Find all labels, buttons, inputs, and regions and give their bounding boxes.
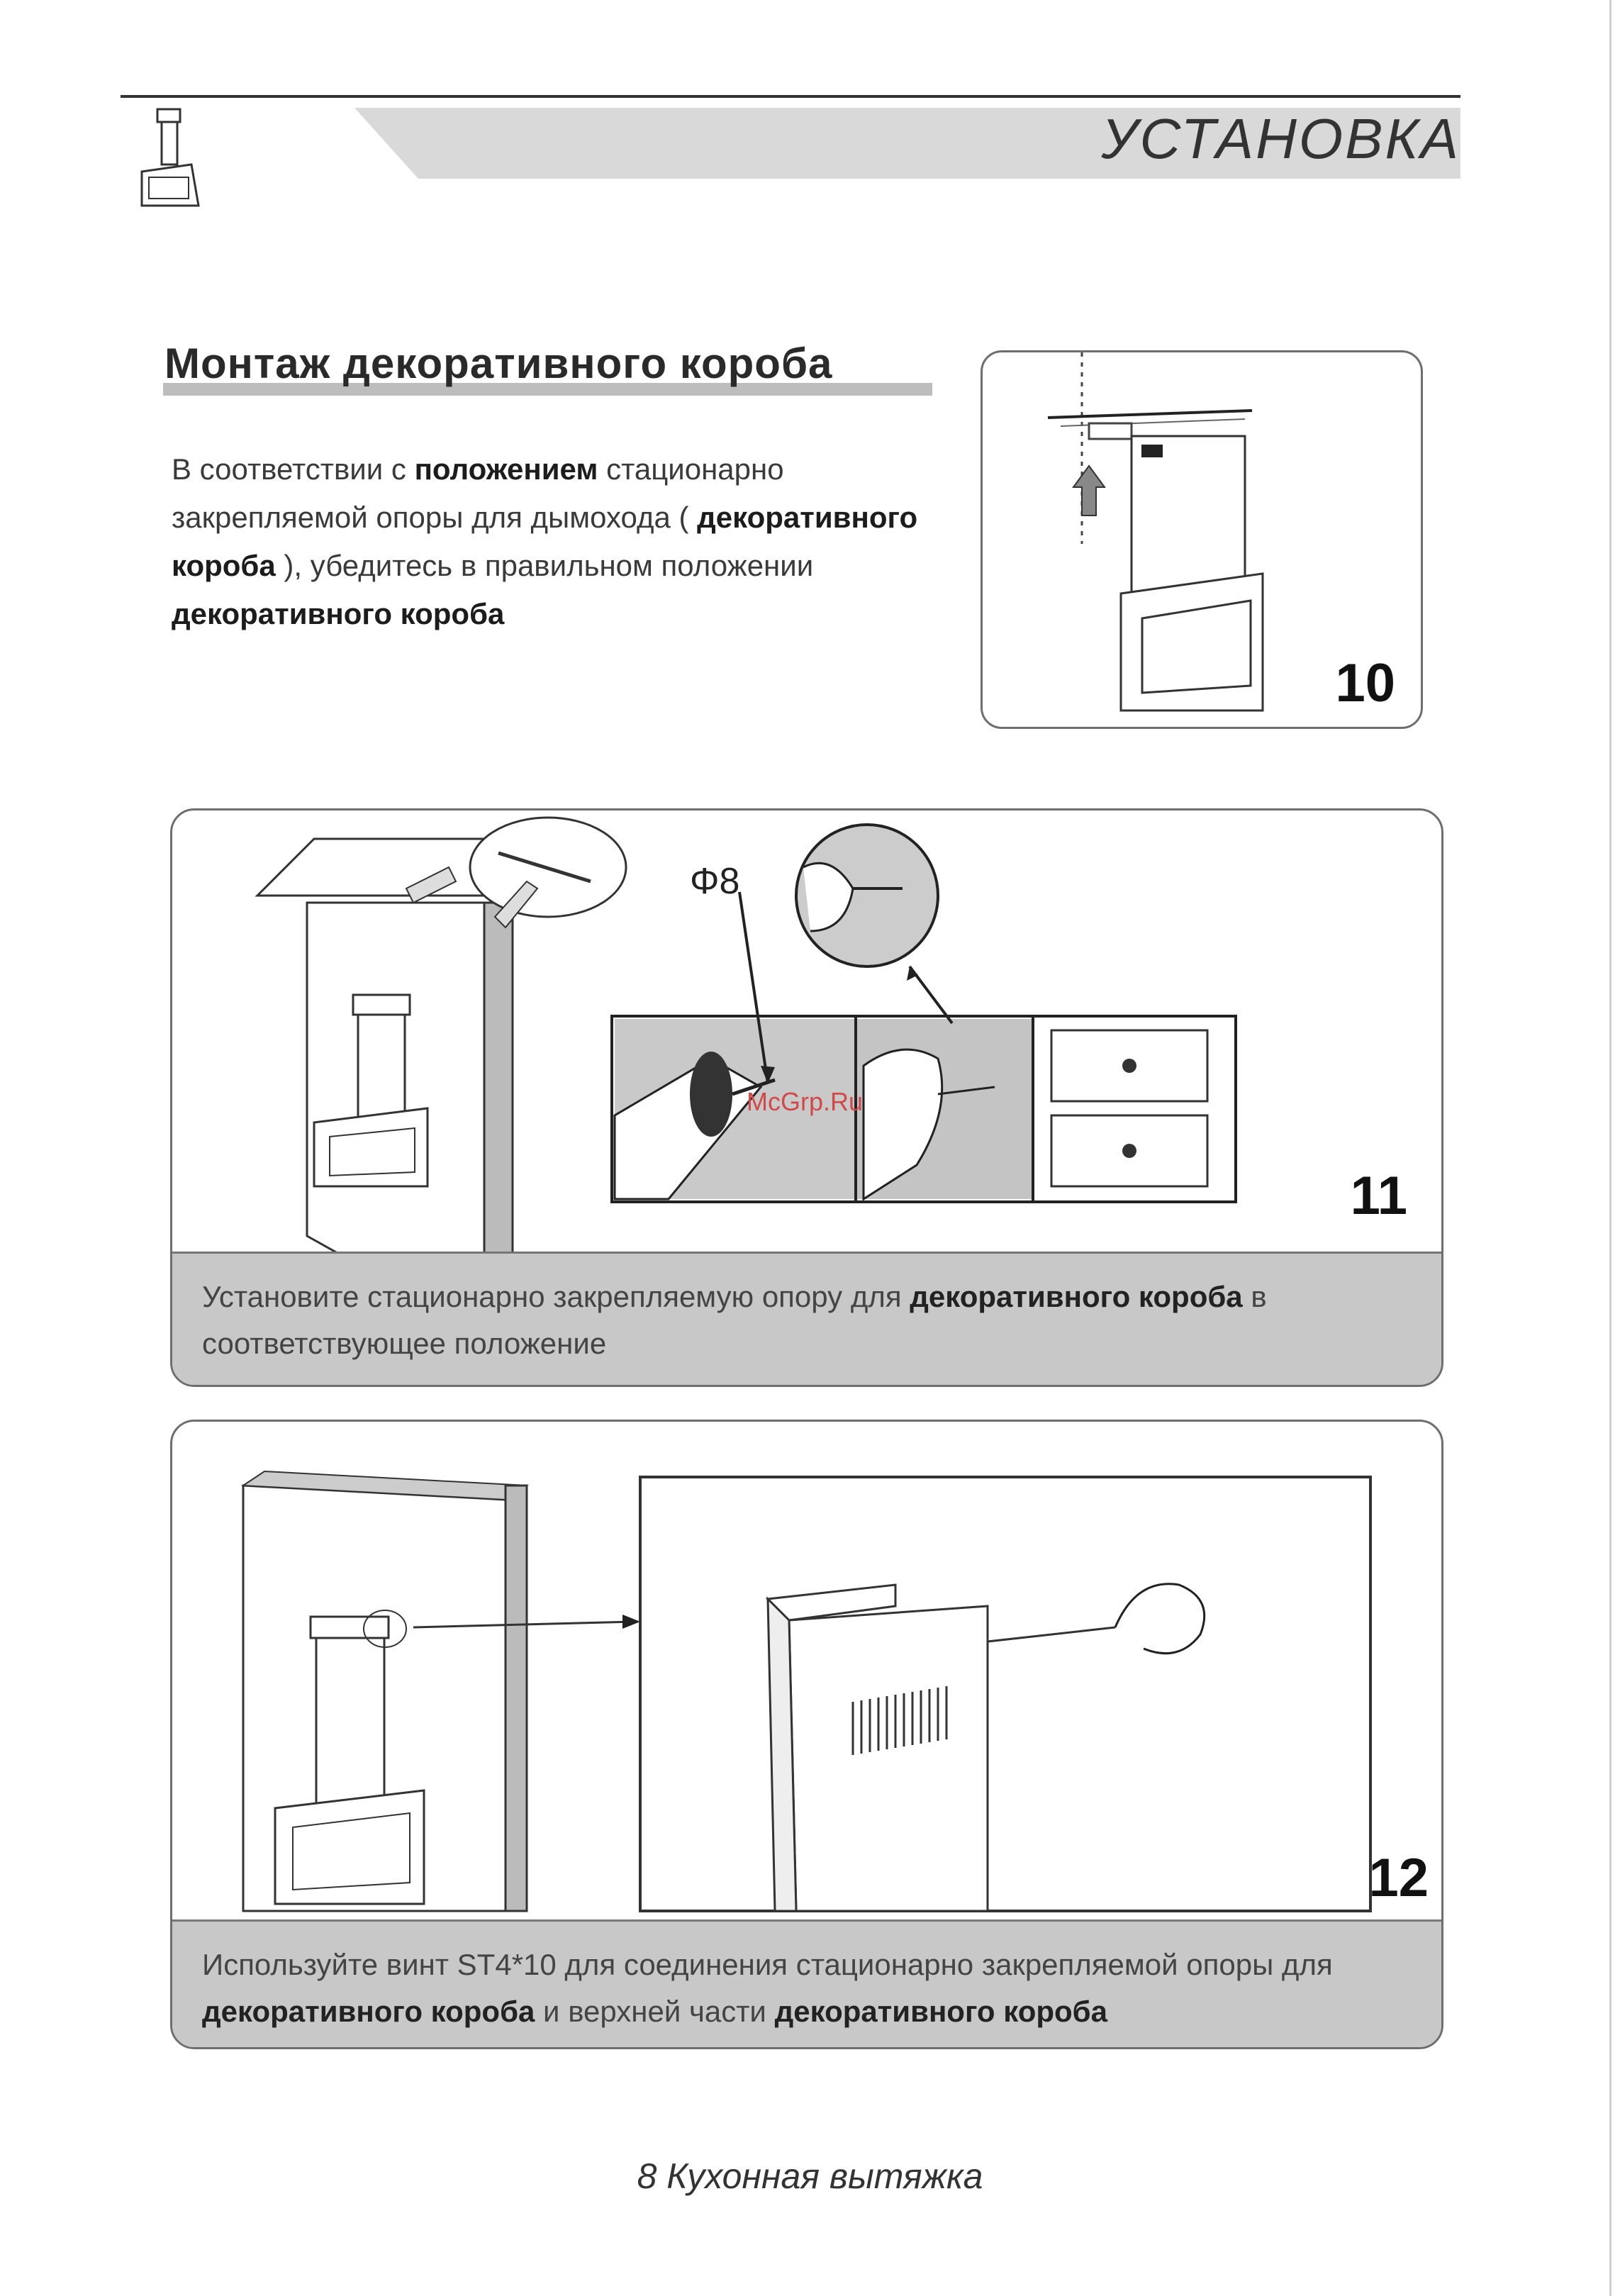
step-number: 11 (1350, 1166, 1407, 1226)
step-10-panel (981, 350, 1423, 729)
watermark: McGrp.Ru (747, 1087, 864, 1116)
step-number: 10 (1335, 653, 1395, 713)
top-rule (121, 95, 1460, 98)
step-11-panel (170, 808, 1443, 1387)
page-edge (1609, 0, 1611, 2296)
page-footer: 8 Кухонная вытяжка (637, 2156, 983, 2196)
step-number: 12 (1368, 1848, 1429, 1908)
intro-text: В соответствии с положением стационарно закрепляемой опоры для дымохода ( декоративного короба ), убедитесь в правильном положении декоративного короба (172, 452, 918, 630)
section-title: Монтаж декоративного короба (164, 340, 833, 387)
screw-fixing-illustration (172, 1422, 1441, 1918)
page-title: УСТАНОВКА (1101, 107, 1460, 170)
drill-diameter-label: Φ8 (690, 861, 740, 902)
step-12-panel (170, 1420, 1443, 2049)
range-hood-icon (128, 106, 213, 213)
step-12-caption: Используйте винт ST4*10 для соединения стационарно закрепляемой опоры для декоративного короба и верхней части декоративного короба (172, 1919, 1441, 2047)
step-11-caption: Установите стационарно закрепляемую опору для декоративного короба в соответствующее положение (172, 1252, 1441, 1385)
bracket-install-illustration (172, 810, 1441, 1264)
